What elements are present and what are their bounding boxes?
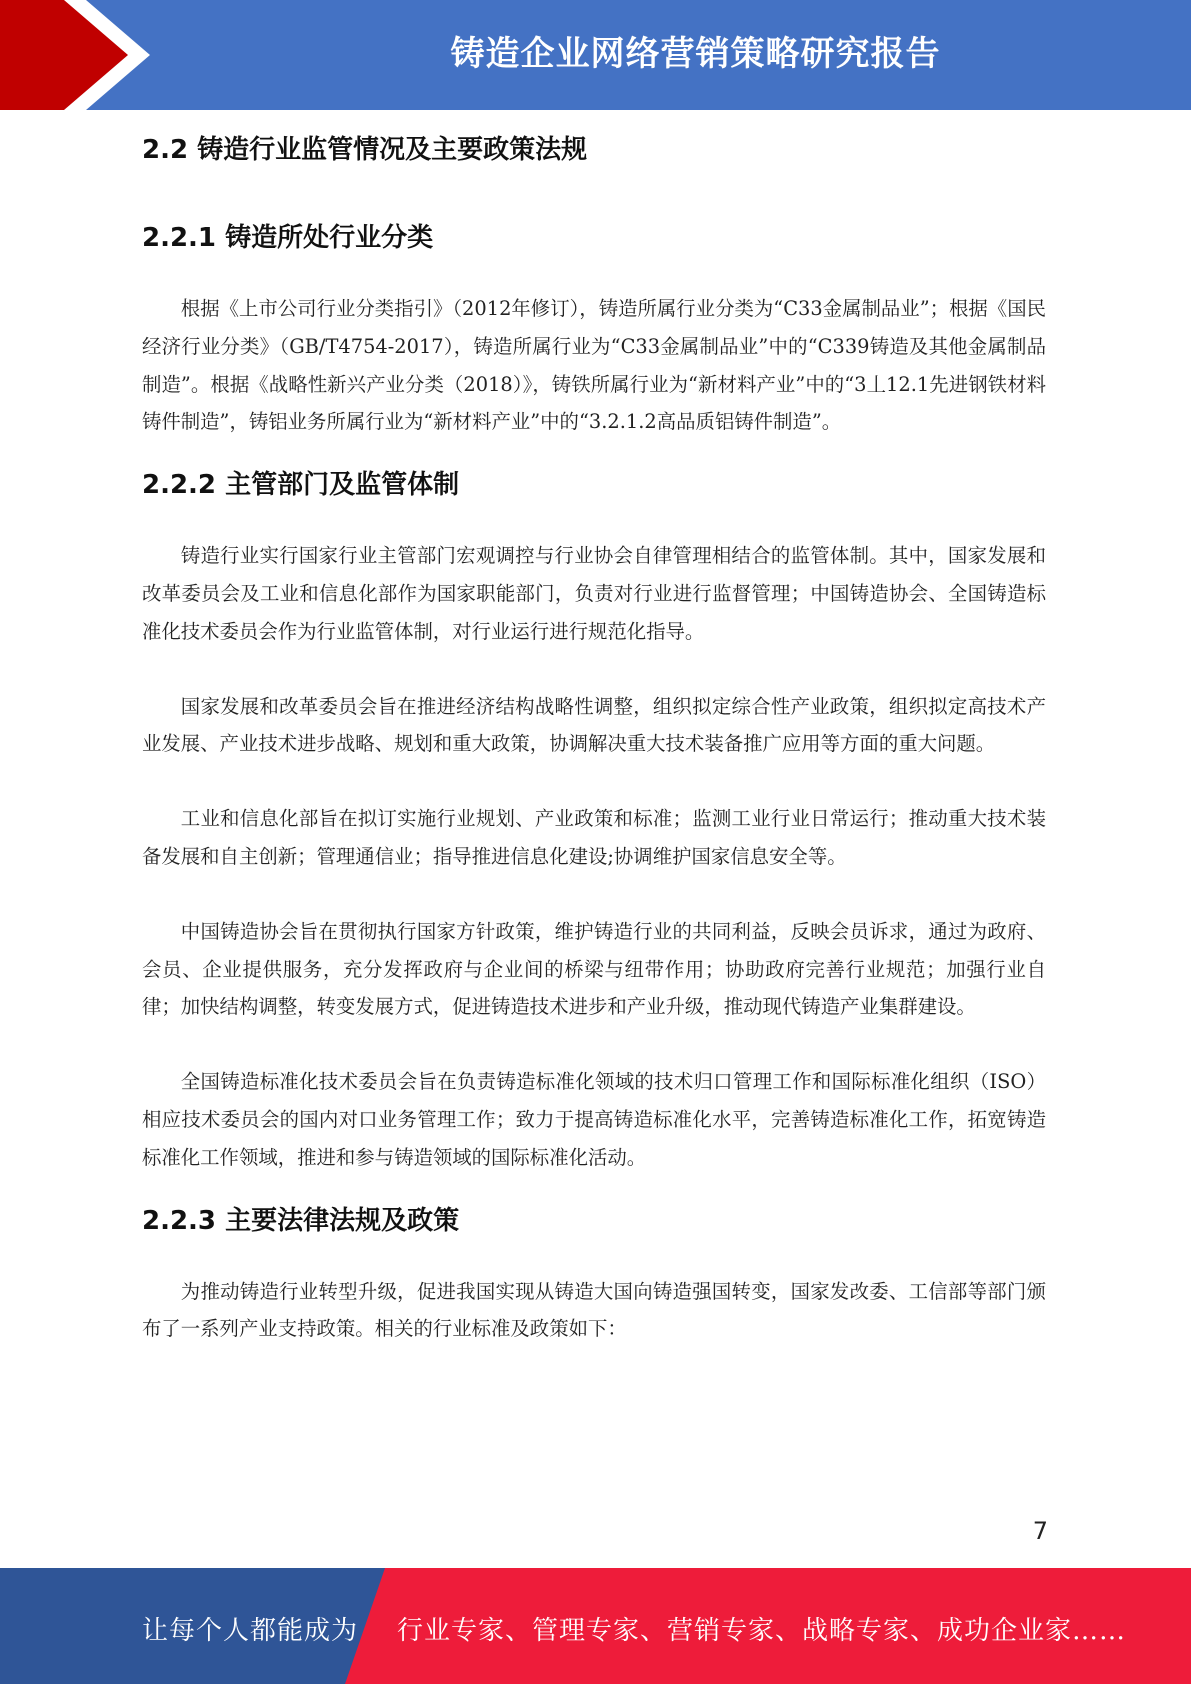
section-heading-2-2-2: 2.2.2 主管部门及监管体制 bbox=[142, 470, 460, 501]
section-heading-2-2-3: 2.2.3 主要法律法规及政策 bbox=[142, 1205, 460, 1236]
paragraph-2-2-2-5: 全国铸造标准化技术委员会旨在负责铸造标准化领域的技术归口管理工作和国际标准化组织（ISO）相应技术委员会的国内对口业务管理工作；致力于提高铸造标准化水平，完善铸造标准化工作，拓宽铸造标准化工作领域，推进和参与铸造领域的国际标准化活动。 bbox=[142, 1070, 1046, 1169]
section-heading-2-2: 2.2 铸造行业监管情况及主要政策法规 bbox=[142, 135, 588, 165]
paragraph-2-2-2-4: 中国铸造协会旨在贯彻执行国家方针政策，维护铸造行业的共同利益，反映会员诉求，通过为政府、会员、企业提供服务，充分发挥政府与企业间的桥梁与纽带作用；协助政府完善行业规范；加强行业自律；加快结构调整，转变发展方式，促进铸造技术进步和产业升级，推动现代铸造产业集群建设。 bbox=[142, 919, 1046, 1019]
paragraph-2-2-2-2: 国家发展和改革委员会旨在推进经济结构战略性调整，组织拟定综合性产业政策，组织拟定高技术产业发展、产业技术进步战略、规划和重大政策，协调解决重大技术装备推广应用等方面的重大问题。 bbox=[142, 694, 1046, 756]
report-title: 铸造企业网络营销策略研究报告 bbox=[450, 34, 941, 74]
document-body bbox=[142, 128, 1046, 1385]
section-heading-2-2-1: 2.2.1 铸造所处行业分类 bbox=[142, 223, 434, 253]
paragraph-2-2-2-1: 铸造行业实行国家行业主管部门宏观调控与行业协会自律管理相结合的监管体制。其中，国家发展和改革委员会及工业和信息化部作为国家职能部门，负责对行业进行监督管理；中国铸造协会、全国铸造标准化技术委员会作为行业监管体制，对行业运行进行规范化指导。 bbox=[142, 544, 1046, 643]
page-number: 7 bbox=[1032, 1517, 1048, 1545]
footer-slogan-left: 让每个人都能成为 bbox=[142, 1616, 359, 1646]
paragraph-2-2-3-1: 为推动铸造行业转型升级，促进我国实现从铸造大国向铸造强国转变，国家发改委、工信部等部门颁布了一系列产业支持政策。相关的行业标准及政策如下： bbox=[142, 1279, 1046, 1341]
footer-slogan-right: 行业专家、管理专家、营销专家、战略专家、成功企业家…… bbox=[397, 1616, 1127, 1646]
page-header bbox=[0, 0, 1191, 110]
paragraph-2-2-1-1: 根据《上市公司行业分类指引》（2012年修订），铸造所属行业分类为“C33金属制品业”；根据《国民经济行业分类》（GB/T4754-2017），铸造所属行业为“C33金属制品业”中的“C339铸造及其他金属制品制造”。根据《战略性新兴产业分类（2018）》，铸铁所属行业为“新材料产业”中的“3丄12.1先进钢铁材料铸件制造”，铸铝业务所属行业为“新材料产业”中的“3.2.1.2高品质铝铸件制造”。 bbox=[142, 297, 1046, 434]
page-footer bbox=[0, 1568, 1191, 1684]
paragraph-2-2-2-3: 工业和信息化部旨在拟订实施行业规划、产业政策和标准；监测工业行业日常运行；推动重大技术装备发展和自主创新；管理通信业；指导推进信息化建设;协调维护国家信息安全等。 bbox=[142, 807, 1046, 868]
